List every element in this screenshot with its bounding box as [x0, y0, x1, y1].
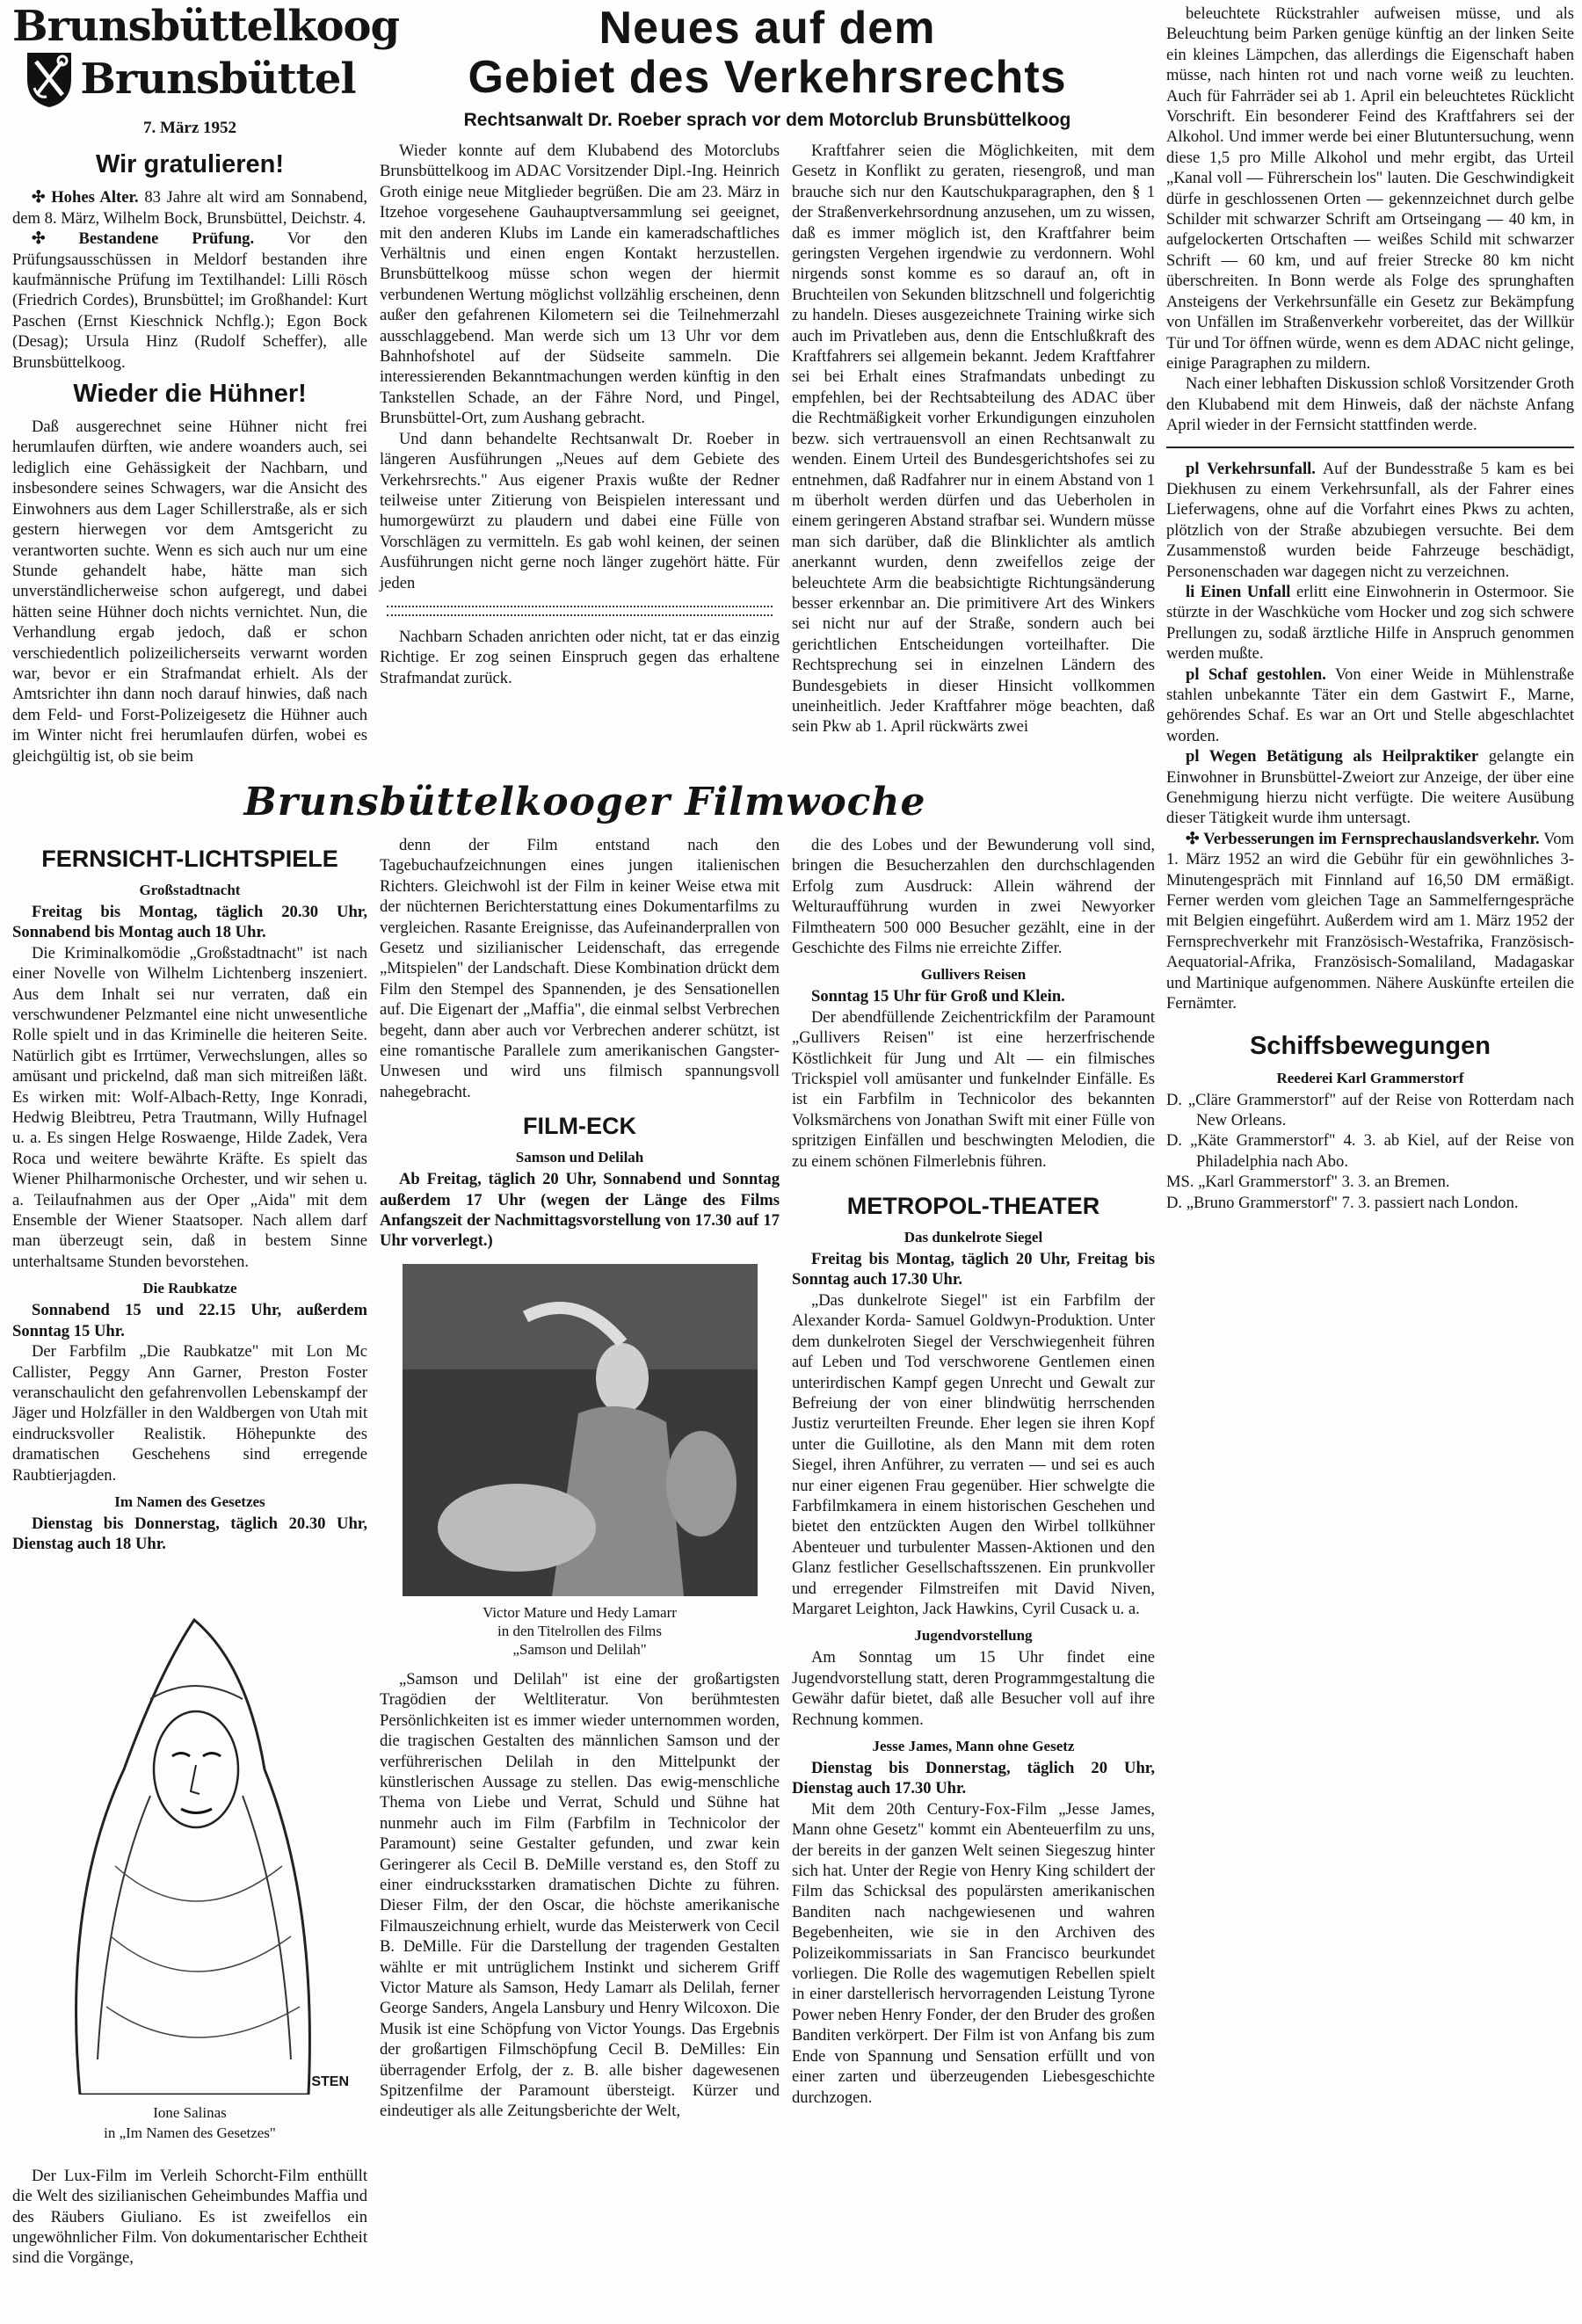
column-film-eck: [380, 835, 780, 1252]
paragraph-lead: pl Schaf gestohlen.: [1186, 665, 1326, 684]
showtimes: Ab Freitag, täglich 20 Uhr, Sonnabend und Sonntag außerdem 17 Uhr (wegen der Länge des Films Anfangszeit der Nachmittagsvorstellung von 17.30 auf 17 Uhr vorverlegt.): [380, 1170, 780, 1251]
paragraph: denn der Film entstand nach den Tagebuchaufzeichnungen eines jungen italienischen Richters. Gleichwohl ist der Film in keiner Weise etwa mit der nüchternen Berichterstattung eines Dokumentarfilms zu vergleichen. Rasante Ereignisse, das Aufeinanderprallen von Gesetz und sizilianischer Leidenschaft, das erregende „Mitspielen" der Landschaft. Diese Kombination drückt dem Film den Stempel des Spannenden, je des Sensationellen auf. Die Eigenart der „Maffia", die einmal selbst Verbrechen begeht, dann aber auch vor Verbrechen anderer schützt, ist eine romantische Parallele zum amerikanischen Gangster-Unwesen und wird uns filmisch spannungsvoll nahegebracht.: [380, 835, 780, 1101]
paragraph: Am Sonntag um 15 Uhr findet eine Jugendvorstellung statt, deren Programmgestaltung die Gewähr dafür bietet, daß alle Besucher voll auf ihre Rechnung kommen.: [792, 1648, 1155, 1729]
paragraph: [1166, 746, 1574, 829]
paragraph-text: Von einer Weide in Mühlenstraße stahlen unbekannte Täter ein dem Gastwirt F., Marne, gehörendes Schaf. Es war an Ort und Stelle abgeschlachtet worden.: [1166, 665, 1574, 745]
coat-of-arms-icon: [24, 49, 75, 109]
photo-caption-line2: in den Titelrollen des Films: [497, 1622, 663, 1639]
paragraph: „Das dunkelrote Siegel" ist ein Farbfilm der Alexander Korda- Samuel Goldwyn-Produktion. Unter dem dunkelroten Siegel der Verschwiegenheit führen auf Leben und Tod verschworene Gentlemen einen unterirdischen Kampf gegen Unrecht und Gewalt zur Befreiung der von einer blindwütig herrschenden Justiz verurteilten Freunde. Eher legen sie ihren Kopf unter die Guillotine, als den Mann mit dem roten Siegel, ihren Anführer, zu verraten — und sei es auch nur einer eigenen Frau gegenüber. Hier schwelgte die Farbfilmkamera in einem historischen Geschehen und bietet den entzückten Augen den Wirbel tollkühner Abenteuer und turbulenter Massen-Aktionen und den Glanz festlicher Gesellschaftsszenen. Ein prunkvoller und erregender Filmstreifen mit David Niven, Margaret Leighton, Jack Hawkins, Cyril Cusack u. a.: [792, 1290, 1155, 1618]
paragraph-lead: li Einen Unfall: [1186, 582, 1291, 601]
paragraph-lead: pl Wegen Betätigung als Heilpraktiker: [1186, 747, 1479, 766]
paragraph: [12, 187, 367, 229]
showtimes: Dienstag bis Donnerstag, täglich 20.30 Uhr, Dienstag auch 18 Uhr.: [12, 1514, 367, 1554]
paragraph: D. „Cläre Grammerstorf" auf der Reise von Rotterdam nach New Orleans.: [1166, 1090, 1574, 1129]
drawing-ione-salinas: [27, 1567, 352, 2152]
paragraph-lead: ✣ Bestandene Prüfung.: [32, 229, 255, 249]
paragraph: Nachbarn Schaden anrichten oder nicht, tat er das einzig Richtige. Er zog seinen Einspruch gegen das erhaltene Strafmandat zurück.: [380, 627, 780, 687]
paragraph: Wieder konnte auf dem Klubabend des Motorclubs Brunsbüttelkoog im ADAC Vorsitzender Dipl.-Ing. Heinrich Groth einige neue Mitglieder begrüßen. Die am 23. März in Itzehoe vorgesehene Gauhauptversammlung sei geeignet, mit den anderen Klubs im Lande ein kameradschaftliches Verhältnis und einen engen Kontakt herzustellen. Brunsbüttelkoog müsse schon wegen der hiermit verbundenen Wertung möglichst vollzählig erscheinen, denn außer den gefahrenen Kilometern sei die Teilnehmerzahl ausschlaggebend. Man werde sich um 13 Uhr vor dem Bahnhofshotel auf der Südseite sammeln. Die interessierenden Bekanntmachungen werden künftig in den Tankstellen Schade, an der Fähre Nord, und Pingel, Brunsbüttel-Ort, zum Aushang gebracht.: [380, 142, 780, 428]
sub-heading: Jugendvorstellung: [914, 1627, 1033, 1645]
sub-heading: Jesse James, Mann ohne Gesetz: [872, 1738, 1075, 1754]
masthead: [12, 2, 400, 143]
section-heading: Schiffsbewegungen: [1250, 1031, 1491, 1060]
paragraph: Und dann behandelte Rechtsanwalt Dr. Roeber in längeren Ausführungen „Neues auf dem Gebiete des Verkehrsrechts." Aus eigener Praxis wußte der Redner teilweise unter Zitierung von Beispielen interessant und humorgewürzt zu plaudern und dabei eine Fülle von Vorschlägen zu vermitteln. Es gab wohl keinen, der seinen Ausführungen nicht gerne noch länger zugehört hätte. Für jeden: [380, 429, 780, 592]
article-column-1: [380, 141, 780, 593]
sub-heading: Reederei Karl Grammerstorf: [1276, 1069, 1464, 1086]
showtimes: Sonntag 15 Uhr für Groß und Klein.: [811, 987, 1065, 1006]
showtimes: Sonnabend 15 und 22.15 Uhr, außerdem Sonntag 15 Uhr.: [12, 1301, 367, 1340]
section-heading: FERNSICHT-LICHTSPIELE: [41, 845, 338, 872]
column-gullivers: [792, 835, 1155, 1172]
column-metropol: [792, 1182, 1155, 2108]
showtimes: Freitag bis Montag, täglich 20.30 Uhr, Sonnabend bis Montag auch 18 Uhr.: [12, 902, 367, 942]
paragraph: MS. „Karl Grammerstorf" 3. 3. an Bremen.: [1166, 1173, 1450, 1192]
paragraph-text: Auf der Bundesstraße 5 kam es bei Diekhusen zu einem Verkehrsunfall, als der Fahrer eines Lieferwagens, ohne auf die Vorfahrt eines Pkws zu achten, plötzlich von der Straße abzubiegen versuchte. Bei dem Zusammenstoß wurden beide Fahrzeuge beschädigt, Personenschaden war dagegen nicht zu verzeichnen.: [1166, 459, 1574, 581]
column-fernsicht: [12, 835, 367, 1555]
paragraph: Kraftfahrer seien die Möglichkeiten, mit dem Gesetz in Konflikt zu geraten, riesengroß, und man brauche sich nur den Kautschukparagraphen, den § 1 der Straßenverkehrsordnung anzusehen, um zu wissen, daß es immer möglich ist, den Kraftfahrer beim geringsten Vergehen irgendwie zu verdonnern. Wohl nirgends sonst komme es so darauf an, oft in Bruchteilen von Sekunden blitzschnell und folgerichtig zu handeln. Dieses ausgezeichnete Training wirke sich auch im Privatleben aus, denn die Entschlußkraft des Kraftfahrers sei allgemein bekannt. Jedem Kraftfahrer sei bei Erhalt eines Strafmandats unbedingt zu empfehlen, bei der Rechtsabteilung des ADAC über die Rechtmäßigkeit vorher Erkundigungen einzuholen bezw. sich vertrauensvoll an einen Rechtsanwalt zu wenden. Einem Urteil des Bundesgerichtshofes sei zu entnehmen, daß Radfahrer nur in einem Abstand von 1 m überholt werden dürfen und das Ueberholen in einem geringeren Abstand strafbar sei. Wundern müsse man sich darüber, daß die Blinklichter als amtlich anerkannt wurden, denn zweifellos zeige der beleuchtete Arm die beabsichtigte Richtungsänderung besser erkennbar an. Die primitivere Art des Winkers sei nicht nur auf der Straße, sondern auch bei gerichtlichen Entscheidungen vorteilhafter. Die Rechtsprechung sei in einzelnen Ländern des Bundesgebiets in dieser Hinsicht vollkommen uneinheitlich. Jeder Kraftfahrer möge beachten, daß sein Pkw ab 1. April rückwärts zwei: [792, 142, 1155, 737]
film-still-photo-icon: [403, 1264, 758, 1596]
sub-heading: Im Namen des Gesetzes: [114, 1492, 265, 1510]
photo-samson-delilah: [403, 1264, 758, 1596]
paragraph: die des Lobes und der Bewunderung voll sind, bringen die Besucherzahlen den durchschlagenden Erfolg zum Ausdruck: Allein während der Welturaufführung wurden in zwei Newyorker Filmtheatern 500 000 Besucher gezählt, eine in der Geschichte des Films nie erreichte Ziffer.: [792, 835, 1155, 957]
paragraph: [1166, 582, 1574, 665]
paragraph-text: Vom 1. März 1952 an wird die Gebühr für ein gewöhnliches 3-Minutengespräch mit Finnland auf 16,50 DM ermäßigt. Ferner werden vom gleichen Tage an Sammelferngespräche mit Belgien eingeführt. Außerdem wird am 1. März 1952 der Fernsprechverkehr mit Französisch-Westafrika, Französisch-Aequatorial-Afrika, Französisch-Somaliland, Madagaskar und Martinique aufgenommen. Nähere Auskünfte erteilen die Fernämter.: [1166, 829, 1574, 1013]
main-area: [12, 4, 1157, 2269]
paragraph: Mit dem 20th Century-Fox-Film „Jesse James, Mann ohne Gesetz" kommt ein Abenteuerfilm zu uns, der bereits in der ganzen Welt seinen Siegeszug hinter sich hat. Unter der Regie von Henry King schildert der Film das Schicksal des populärsten amerikanischen Banditen nach nachgewiesenen und wahren Begebenheiten, wie sie in den Archiven des Polizeikommissariats in San Francisco beurkundet vorliegen. Die Rolle des wagemutigen Rebellen spielt in einer darstellerisch hervorragenden Leistung Tyrone Power neben Henry Fonder, der den Bruder des großen Banditen verkörpert. Der Film ist von Anfang bis zum Ende von Spannung und Sensation erfüllt und von einer zarten und überzeugenden Liebesgeschichte durchzogen.: [792, 1799, 1155, 2107]
sub-heading: Samson und Delilah: [515, 1149, 644, 1166]
paragraph: Der Lux-Film im Verleih Schorcht-Film enthüllt die Welt des sizilianischen Geheimbundes Maffia und des Räubers Giuliano. Es ist zweifellos ein ungewöhnlicher Film. Von dokumentarischer Echtheit sind die Vorgänge,: [12, 2166, 367, 2268]
sub-heading: Das dunkelrote Siegel: [903, 1229, 1043, 1246]
article-continuation: [380, 627, 780, 688]
section-heading: Wir gratulieren!: [95, 150, 285, 179]
paragraph: Die Kriminalkomödie „Großstadtnacht" ist nach einer Novelle von Wilhelm Lichtenberg inszeniert. Aus dem Inhalt sei nur verraten, daß ein verschwundener Pelzmantel eine nicht unwesentliche Rolle spielt und in das Kriminelle die heiteren Seite. Natürlich gibt es Irrtümer, Verwechslungen, alles so amüsant und prickelnd, daß man sich mitreißen läßt. Es wirken mit: Wolf-Albach-Retty, Inge Konradi, Hedwig Bleibtreu, Petra Trautmann, Willy Hufnagel u. a. Es singen Helge Roswaenge, Hilde Zadek, Vera Roca und weitere bewährte Kräfte. Es spielt das Wiener Philharmonische Orchester, und wir sehen u. a. Teilaufnahmen aus der Oper „Aida" mit dem Ensemble der Wiener Staatsoper. Nach allem darf man überzeugt sein, daß in bestem Sinne unterhaltsame Stunden bevorstehen.: [12, 943, 367, 1271]
sub-heading: Großstadtnacht: [139, 881, 241, 898]
paragraph-lead: ✣ Hohes Alter.: [32, 188, 139, 207]
sub-heading: Gullivers Reisen: [920, 966, 1027, 984]
article-column-3: [1166, 4, 1574, 436]
paragraph: Der Farbfilm „Die Raubkatze" mit Lon Mc Callister, Peggy Ann Garner, Preston Foster veranschaulicht den gefahrenvollen Lebenskampf der Jäger und Holzfäller in den Waldbergen von Utah mit eindrucksvoller Realistik. Höhepunkte des dramatischen Geschehens sind erregende Raubtierjagden.: [12, 1342, 367, 1485]
photo-caption-line1: Victor Mature und Hedy Lamarr: [483, 1603, 677, 1621]
showtimes: Freitag bis Montag, täglich 20 Uhr, Freitag bis Sonntag auch 17.30 Uhr.: [792, 1250, 1155, 1289]
paragraph: Daß ausgerechnet seine Hühner nicht frei herumlaufen dürften, wie andere woanders auch, sei lediglich eine Gehässigkeit der Nachbarn, und insbesondere seines Schwagers, war die Ansicht des Einwohners aus dem Lager Schillerstraße, als er sich gestern hierwegen vor dem Amtsgericht zu verantworten suchte. Wenn es sich auch nur um eine Stunde gehandelt habe, hätte man sich unverständlicherweise schon aufgeregt, und dabei hätten seine Hühner doch nichts vernichtet. Nun, die Verhandlung ergab jedoch, daß er schon verschiedentlich polizeilicherseits verwarnt worden war, bevor er ein Strafmandat erhielt. Als der Amtsrichter ihn dann noch darauf hinwies, daß nach dem Feld- und Forst-Polizeigesetz die Hühner auch im Winter nicht frei herumlaufen dürfen, wobei es gleichgültig ist, ob sie beim: [12, 418, 367, 766]
column-short-news: [1166, 459, 1574, 1014]
masthead-line1: Brunsbüttelkoog: [12, 2, 400, 51]
filmwoche-heading: Brunsbüttelkooger Filmwoche: [243, 779, 926, 824]
fernsicht-continued: [12, 2166, 367, 2269]
right-column: [1166, 4, 1574, 1213]
section-heading: Wieder die Hühner!: [73, 380, 307, 409]
section-divider: [1166, 447, 1574, 448]
drawing-caption-film: in „Im Namen des Gesetzes": [104, 2124, 276, 2141]
article-column-2: [792, 141, 1155, 737]
photo-caption: [380, 1603, 780, 1659]
article-title-line2: Gebiet des Verkehrsrechts: [468, 52, 1067, 103]
section-heading: METROPOL-THEATER: [846, 1193, 1100, 1220]
issue-date: 7. März 1952: [142, 119, 237, 137]
masthead-line2: Brunsbüttel: [80, 54, 356, 104]
paragraph: Nach einer lebhaften Diskussion schloß Vorsitzender Groth den Klubabend mit dem Hinweis, daß der nächste Anfang April wieder in der Fernsicht stattfinden werde.: [1166, 374, 1574, 435]
ornamental-divider: [387, 606, 773, 616]
article-title-line1: Neues auf dem: [599, 3, 936, 54]
ship-movements: [1166, 1025, 1574, 1213]
lead-article-header: [380, 4, 1155, 141]
article-subtitle: Rechtsanwalt Dr. Roeber sprach vor dem Motorclub Brunsbüttelkoog: [463, 110, 1071, 130]
paragraph: [1166, 459, 1574, 582]
showtimes: Dienstag bis Donnerstag, täglich 20 Uhr, Dienstag auch 17.30 Uhr.: [792, 1759, 1155, 1798]
paragraph: [1166, 829, 1574, 1014]
sub-heading: Die Raubkatze: [142, 1280, 237, 1297]
section-heading: FILM-ECK: [523, 1113, 636, 1140]
paragraph-text: erlitt eine Einwohnerin in Ostermoor. Sie stürzte in der Waschküche vom Hocker und zog sich schwere Prellungen zu, sodaß ärztliche Hilfe in Anspruch genommen werden mußte.: [1166, 582, 1574, 664]
artist-signature: STEN: [311, 2073, 349, 2089]
paragraph: Der abendfüllende Zeichentrickfilm der Paramount „Gullivers Reisen" ist eine herzerfrischende Köstlichkeit für Jung und Alt — ein filmisches Trickspiel voll amüsanter und funkelnder Einfälle. Es ist ein Farbfilm in Technicolor des bekannten Volksmärchens von Jonathan Swift mit einer Fülle von spritzigen Einfällen und beschwingten Melodien, die zu einem schönen Filmerlebnis führen.: [792, 1007, 1155, 1171]
paragraph-text: Vor den Prüfungsausschüssen in Meldorf bestanden ihre kaufmännische Prüfung im Textilhandel: Lilli Rösch (Friedrich Cordes), Brunsbüttel; im Großhandel: Kurt Paschen (Ernst Kieschnick Nchflg.); Egon Bock (Desag); Ursula Hinz (Rudolf Scheffer), alle Brunsbüttelkoog.: [12, 229, 368, 372]
paragraph-lead: ✣ Verbesserungen im Fernsprechauslandsverkehr.: [1186, 829, 1540, 848]
paragraph: D. „Käte Grammerstorf" 4. 3. ab Kiel, auf der Reise von Philadelphia nach Abo.: [1166, 1131, 1574, 1171]
photo-caption-line3: „Samson und Delilah": [512, 1640, 647, 1658]
paragraph: „Samson und Delilah" ist eine der großartigsten Tragödien der Weltliteratur. Von berühmtesten Persönlichkeiten ist es immer wieder unternommen worden, die tragischen Gestalten des männlichen Samson und der verführerischen Delilah in den Mittelpunkt der künstlerischen Aussage zu stellen. Das ewig-menschliche Thema von Liebe und Verrat, Schuld und Sühne hat nunmehr auch im Film (Farbfilm in Technicolor der Paramount) seine Gestalter gefunden, und zwar kein Geringerer als Cecil B. DeMille verstand es, den Stoff zu einer eindrucksstarken dramatischen Dichte zu führen. Dieser Film, der den Oscar, die höchste amerikanische Filmauszeichnung erhielt, wurde das Meisterwerk von Cecil B. DeMille. Für die Darstellung der tragenden Gestalten wählte er mit untrüglichem Instinkt und sicherem Griff Victor Mature als Samson, Hedy Lamarr als Delilah, ferner George Sanders, Angela Lansbury und Henry Wilcoxon. Die Musik ist eine Schöpfung von Victor Youngs. Das Ergebnis der großartigen Filmschöpfung Cecil B. DeMilles: Ein überragender Erfolg, der z. B. alle bisher dagewesenen Spitzenfilme der Paramount übersteigt. Kürzer und eindeutiger als alle Zeitungsberichte der Welt,: [380, 1669, 780, 2121]
samson-review: [380, 1669, 780, 2122]
paragraph-text: gelangte ein Einwohner in Brunsbüttel-Zweiort zur Anzeige, der über eine Genehmigung hierzu nicht verfügte. Die weitere Ausübung dieser Tätigkeit wurde ihm untersagt.: [1166, 747, 1575, 828]
portrait-drawing-icon: [27, 1567, 352, 2095]
paragraph: [12, 229, 367, 373]
top-band: [12, 4, 1157, 766]
column-local-news: [12, 143, 367, 766]
paragraph-text: 83 Jahre alt wird am Sonnabend, dem 8. März, Wilhelm Bock, Brunsbüttel, Deichstr. 4.: [12, 188, 368, 228]
left-column-top: [12, 2, 400, 766]
lead-article: [380, 4, 1155, 737]
paragraph: [1166, 665, 1574, 747]
film-band: [12, 835, 1157, 2269]
paragraph-lead: pl Verkehrsunfall.: [1186, 459, 1316, 478]
drawing-caption-name: Ione Salinas: [153, 2103, 227, 2121]
paragraph: D. „Bruno Grammerstorf" 7. 3. passiert nach London.: [1166, 1193, 1519, 1212]
paragraph: beleuchtete Rückstrahler aufweisen müsse, und als Beleuchtung beim Parken genüge künftig an der linken Seite ein kleines Lämpchen, das allerdings die Eigenschaft haben müsse, nach hinten rot und nach vorne weiß zu leuchten. Auch für Fahrräder sei ab 1. April ein beleuchtetes Rücklicht Vorschrift. Ein besonderer Feind des Kraftfahrers sei der Alkohol. Und immer werde bei einer Blutuntersuchung, wenn diese 1,5 pro Mille Alkohol und mehr ergibt, das Urteil „Kanal voll — Führerschein los" lauten. Die Geschwindigkeit dürfe in geschlossenen Orten — gekennzeichnet durch gelbe Schilder mit schwarzer Schrift am Ortseingang — 40 km, in aufgelockerten Ortschaften — weißes Schild mit schwarzer Schrift — 60 km, und auf freier Strecke 80 km nicht überschreiten. In Bonn werde als Folge des sprunghaften Ansteigens der Verkehrsunfälle ein Gesetz zur Bekämpfung von Unfällen im Straßenverkehr vorbereitet, das der Willkür Tür und Tor öffnen würde, wenn es dem ADAC nicht gelinge, einige Paragraphen zu mildern.: [1166, 4, 1574, 373]
